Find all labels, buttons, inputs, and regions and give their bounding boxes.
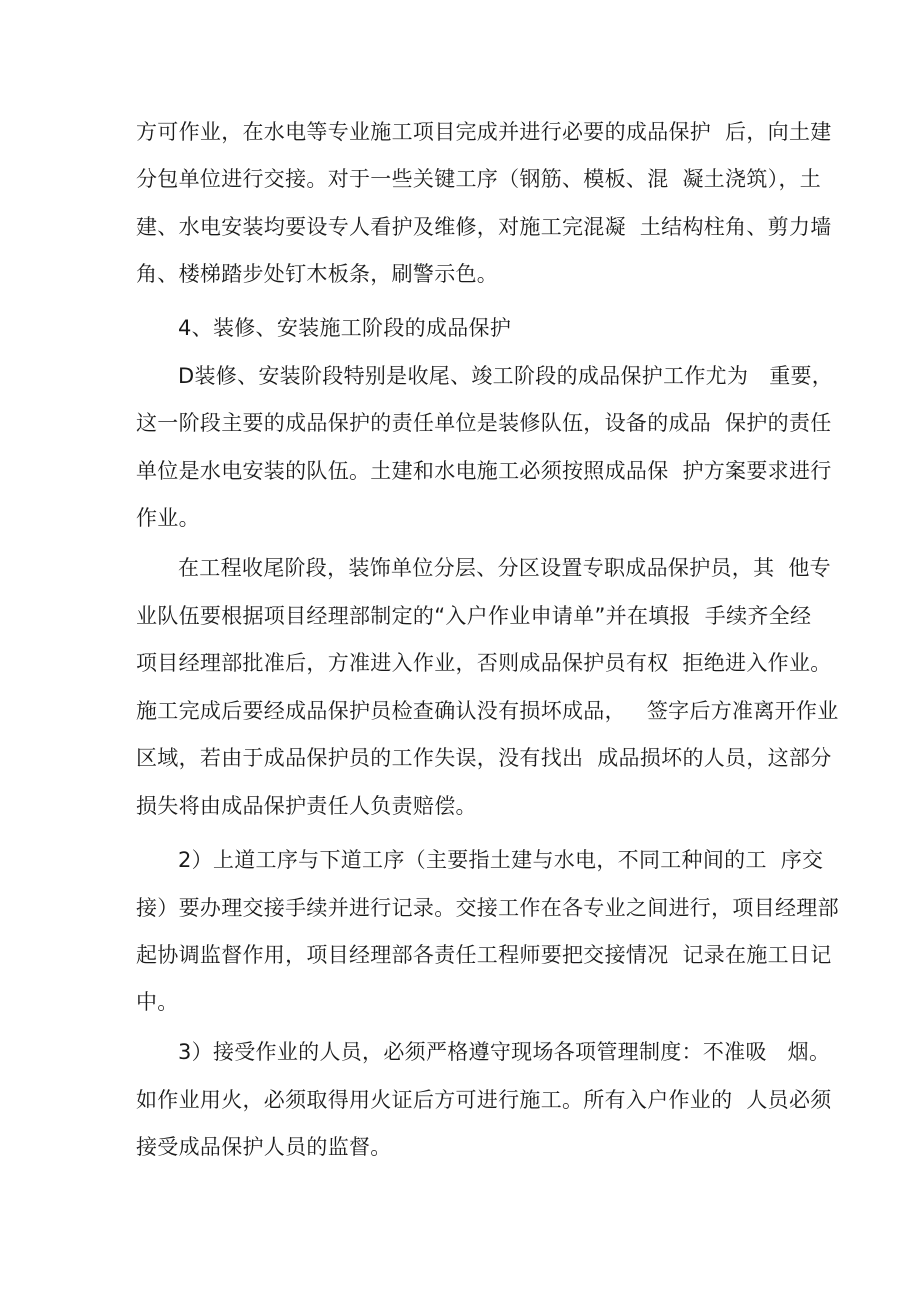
- text-line: 建、水电安装均要设专人看护及维修，对施工完混凝 土结构柱角、剪力墙: [136, 215, 832, 239]
- text-line: 损失将由成品保护责任人负责赔偿。: [136, 794, 477, 818]
- text-line: 业队伍要根据项目经理部制定的“入户作业申请单”并在填报 手续齐全经: [136, 604, 812, 628]
- text-line: 单位是水电安装的队伍。土建和水电施工必须按照成品保 护方案要求进行: [136, 459, 832, 483]
- text-line: 中。: [136, 990, 179, 1014]
- section-heading: 4、装修、安装施工阶段的成品保护: [178, 316, 512, 340]
- text-line: 分包单位进行交接。对于一些关键工序（钢筋、模板、混 凝土浇筑），土: [136, 167, 822, 191]
- text-line: 作业。: [136, 506, 200, 530]
- text-line: 方可作业，在水电等专业施工项目完成并进行必要的成品保护 后，向土建: [136, 120, 832, 144]
- text-line: 接）要办理交接手续并进行记录。交接工作在各专业之间进行，项目经理部: [136, 896, 839, 920]
- text-line: 角、楼梯踏步处钉木板条，刷警示色。: [136, 262, 499, 286]
- text-line: 2）上道工序与下道工序（主要指土建与水电，不同工种间的工 序交: [178, 848, 824, 872]
- text-line: D装修、安装阶段特别是收尾、竣工阶段的成品保护工作尤为 重要，: [178, 364, 834, 388]
- text-line: 起协调监督作用，项目经理部各责任工程师要把交接情况 记录在施工日记: [136, 943, 832, 967]
- text-line: 3）接受作业的人员，必须严格遵守现场各项管理制度：不准吸 烟。: [178, 1040, 831, 1064]
- text-line: 接受成品保护人员的监督。: [136, 1135, 392, 1159]
- text-line: 如作业用火，必须取得用火证后方可进行施工。所有入户作业的 人员必须: [136, 1088, 832, 1112]
- text-line: 施工完成后要经成品保护员检查确认没有损坏成品， 签字后方准离开作业: [136, 699, 839, 723]
- text-line: 项目经理部批准后，方准进入作业，否则成品保护员有权 拒绝进入作业。: [136, 651, 832, 675]
- text-line: 区域，若由于成品保护员的工作失误，没有找出 成品损坏的人员，这部分: [136, 746, 832, 770]
- text-line: 这一阶段主要的成品保护的责任单位是装修队伍，设备的成品 保护的责任: [136, 411, 832, 435]
- text-line: 在工程收尾阶段，装饰单位分层、分区设置专职成品保护员，其 他专: [178, 556, 831, 580]
